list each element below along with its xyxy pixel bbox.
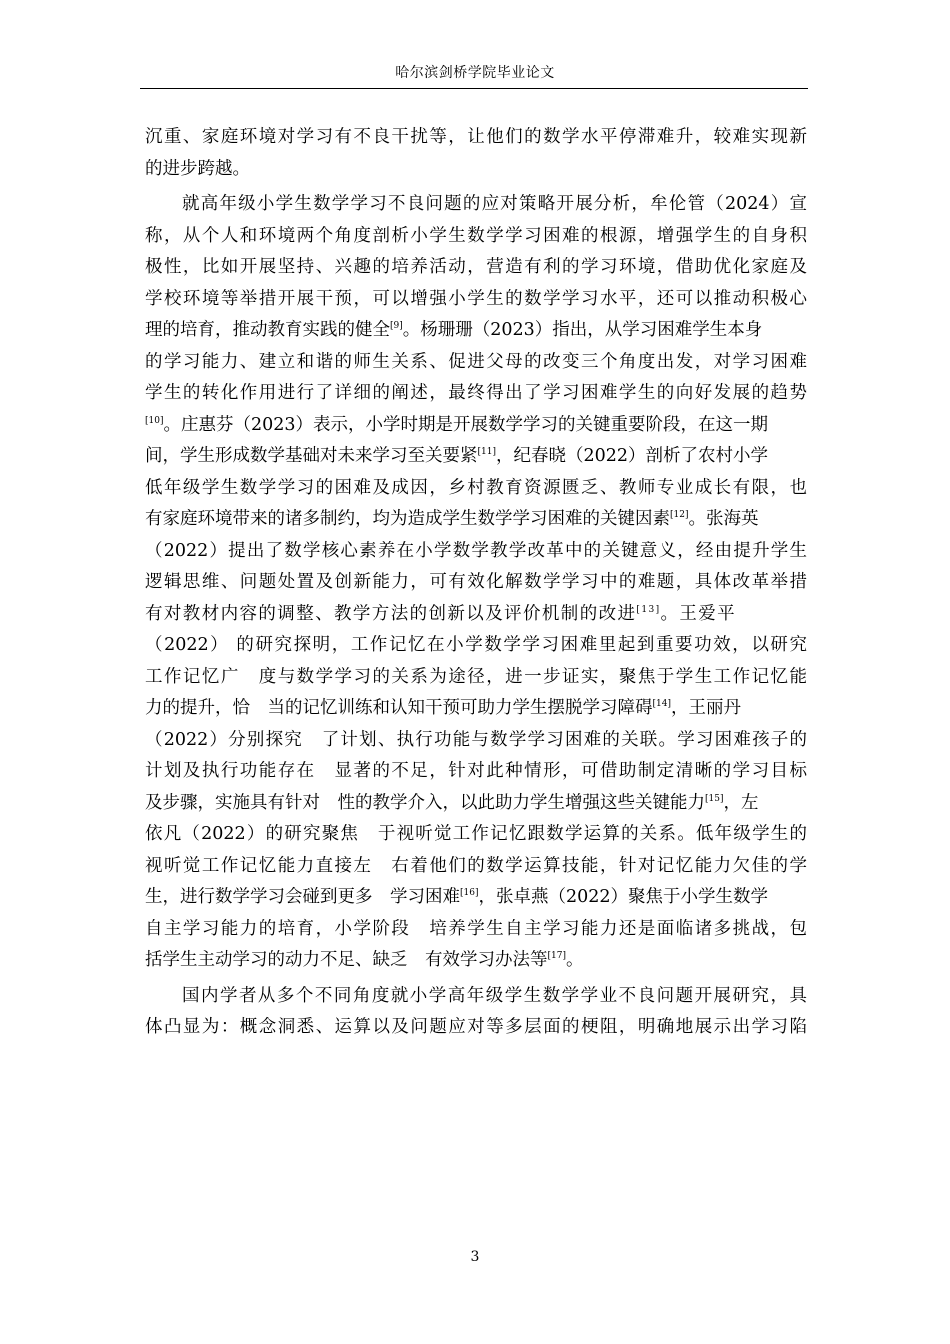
text-span: 力的提升，恰 当的记忆训练和认知干预可助力学生摆脱学习障碍 [145,698,653,718]
text-line: 工作记忆广 度与数学学习的关系为途径，进一步证实，聚焦于学生工作记忆能 [145,666,807,687]
text-line: 体凸显为：概念洞悉、运算以及问题应对等多层面的梗阻，明确地展示出学习陷 [145,1017,807,1037]
text-line [145,945,807,977]
paragraph-2 [145,189,807,977]
text-span: 理的培育，推动教育实践的健全 [145,320,390,340]
text-line: 学校环境等举措开展干预，可以增强小学生的数学学习水平，还可以推动积极心 [145,288,807,309]
text-line: 的学习能力、建立和谐的师生关系、促进父母的改变三个角度出发，对学习困难 [145,351,807,372]
text-span: 括学生主动学习的动力不足、缺乏 有效学习办法等 [145,950,548,970]
citation-marker: [17] [547,951,566,961]
body-text [145,122,807,1048]
text-line [145,788,807,820]
text-line: 称，从个人和环境两个角度剖析小学生数学学习困难的根源，增强学生的自身积 [145,225,807,246]
text-span: 间，学生形成数学基础对未来学习至关要紧 [145,446,478,466]
text-span: 有家庭环境带来的诸多制约，均为造成学生数学学习困难的关键因素 [145,509,670,529]
citation-marker: [15] [705,793,724,804]
text-span: 。张海英 [688,509,759,529]
text-line: （2022）分别探究 了计划、执行功能与数学学习困难的关联。学习困难孩子的 [145,729,807,750]
text-line [145,410,807,442]
text-line [145,315,807,347]
text-line: 学生的转化作用进行了详细的阐述，最终得出了学习困难学生的向好发展的趋势 [145,383,807,403]
text-span: 。王爱平 [660,603,737,624]
text-span: 及步骤，实施具有针对 性的教学介入，以此助力学生增强这些关键能力 [145,792,705,813]
citation-marker: [14] [652,699,671,709]
text-span: 生，进行数学学习会碰到更多 学习困难 [145,887,460,907]
paragraph-1 [145,122,807,185]
text-line: 低年级学生数学学习的困难及成因，乡村教育资源匮乏、教师专业成长有限，也 [145,477,807,498]
text-line: 沉重、家庭环境对学习有不良干扰等，让他们的数学水平停滞难升，较难实现新 [145,127,807,147]
citation-marker: [10] [145,415,164,426]
running-header: 哈尔滨剑桥学院毕业论文 [395,65,555,81]
citation-marker: [13] [636,604,661,615]
page-number: 3 [470,1249,480,1265]
text-line [145,693,807,725]
text-span: ，王丽丹 [670,698,741,718]
text-line: 视听觉工作记忆能力直接左 右着他们的数学运算技能，针对记忆能力欠佳的学 [145,855,807,876]
text-line: 就高年级小学生数学学习不良问题的应对策略开展分析，牟伦管（2024）宣 [182,194,807,214]
text-line [145,441,807,473]
text-line: （2022）提出了数学核心素养在小学数学教学改革中的关键意义，经由提升学生 [145,540,807,561]
text-line: 计划及执行功能存在 显著的不足，针对此种情形，可借助制定清晰的学习目标 [145,761,807,781]
text-span: ，纪春晓（2022）剖析了农村小学 [495,446,769,466]
text-span: 有对教材内容的调整、教学方法的创新以及评价机制的改进 [145,603,637,624]
citation-marker: [16] [460,888,479,898]
text-line: 依凡（2022）的研究聚焦 于视听觉工作记忆跟数学运算的关系。低年级学生的 [145,824,807,844]
text-span: 。 [565,950,584,970]
text-line: 逻辑思维、问题处置及创新能力，可有效化解数学学习中的难题，具体改革举措 [145,572,807,592]
citation-marker: [11] [477,447,496,457]
citation-marker: [12] [670,510,689,520]
text-line [145,599,807,631]
paragraph-3 [145,981,807,1044]
text-line: 极性，比如开展坚持、兴趣的培养活动，营造有利的学习环境，借助优化家庭及 [145,257,807,277]
text-span: 。庄惠芬（2023）表示，小学时期是开展数学学习的关键重要阶段，在这一期 [163,414,769,435]
text-line: （2022） 的研究探明，工作记忆在小学数学学习困难里起到重要功效，以研究 [145,635,807,655]
text-line [145,882,807,914]
citation-marker: [9] [390,321,403,331]
text-line: 的进步跨越。 [145,158,250,179]
text-line [145,504,807,536]
text-span: ，张卓燕（2022）聚焦于小学生数学 [478,887,769,907]
text-span: ，左 [723,792,759,813]
text-line: 自主学习能力的培育，小学阶段 培养学生自主学习能力还是面临诸多挑战，包 [145,918,807,939]
header-rule [140,88,808,89]
text-line: 国内学者从多个不同角度就小学高年级学生数学学业不良问题开展研究，具 [182,985,807,1006]
text-span: 。杨珊珊（2023）指出，从学习困难学生本身 [402,320,763,340]
